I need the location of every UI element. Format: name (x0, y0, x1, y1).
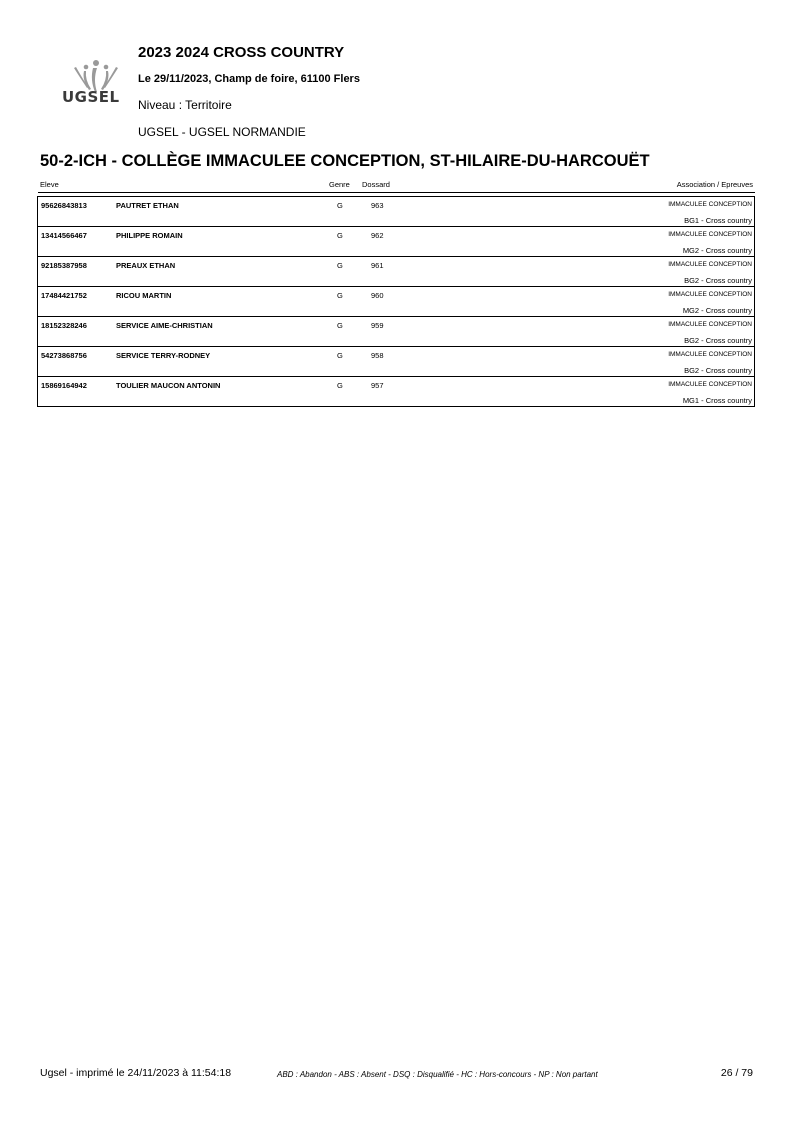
event-date-place: Le 29/11/2023, Champ de foire, 61100 Flers (138, 73, 360, 85)
athlete-dossard: 962 (371, 231, 384, 240)
header-divider (38, 192, 755, 193)
table-row (37, 286, 755, 316)
school-title: 50-2-ICH - COLLÈGE IMMACULEE CONCEPTION, ST-HILAIRE-DU-HARCOUËT (40, 152, 650, 170)
athlete-epreuve: BG1 - Cross country (684, 216, 752, 225)
athlete-name: RICOU MARTIN (116, 291, 172, 300)
athlete-name: PHILIPPE ROMAIN (116, 231, 183, 240)
athlete-association: IMMACULEE CONCEPTION (668, 321, 752, 328)
athlete-dossard: 961 (371, 261, 384, 270)
table-row (37, 346, 755, 376)
athlete-name: TOULIER MAUCON ANTONIN (116, 381, 221, 390)
athlete-epreuve: MG2 - Cross country (682, 306, 752, 315)
athlete-association: IMMACULEE CONCEPTION (668, 381, 752, 388)
footer-page-number: 26 / 79 (720, 1067, 753, 1079)
athlete-name: SERVICE AIME-CHRISTIAN (116, 321, 213, 330)
athlete-association: IMMACULEE CONCEPTION (668, 351, 752, 358)
athlete-genre: G (337, 351, 343, 360)
athlete-table (37, 196, 755, 407)
athlete-genre: G (337, 321, 343, 330)
table-row (37, 316, 755, 346)
table-row (37, 196, 755, 226)
athlete-id: 92185387958 (41, 261, 87, 270)
athlete-epreuve: MG1 - Cross country (682, 396, 752, 405)
athlete-name: PREAUX ETHAN (116, 261, 176, 270)
athlete-id: 13414566467 (41, 231, 87, 240)
col-header-dossard: Dossard (362, 180, 390, 189)
table-row (37, 376, 755, 407)
athlete-association: IMMACULEE CONCEPTION (668, 231, 752, 238)
athlete-epreuve: BG2 - Cross country (684, 366, 752, 375)
logo-text: UGSEL (62, 88, 120, 106)
athlete-id: 54273868756 (41, 351, 87, 360)
athlete-id: 15869164942 (41, 381, 87, 390)
athlete-genre: G (337, 201, 343, 210)
athlete-id: 18152328246 (41, 321, 87, 330)
table-row (37, 256, 755, 286)
event-title: 2023 2024 CROSS COUNTRY (138, 44, 345, 61)
athlete-epreuve: BG2 - Cross country (684, 276, 752, 285)
athlete-id: 95626843813 (41, 201, 87, 210)
athlete-name: SERVICE TERRY-RODNEY (116, 351, 211, 360)
footer-legend: ABD : Abandon - ABS : Absent - DSQ : Disqualifié - HC : Hors-concours - NP : Non partant (277, 1070, 598, 1079)
athlete-association: IMMACULEE CONCEPTION (668, 261, 752, 268)
table-row (37, 226, 755, 256)
athlete-genre: G (337, 261, 343, 270)
athlete-genre: G (337, 291, 343, 300)
athlete-dossard: 963 (371, 201, 384, 210)
athlete-epreuve: BG2 - Cross country (684, 336, 752, 345)
athlete-association: IMMACULEE CONCEPTION (668, 201, 752, 208)
col-header-association: Association / Epreuves (676, 180, 753, 189)
event-level: Niveau : Territoire (138, 98, 232, 112)
col-header-genre: Genre (329, 180, 350, 189)
athlete-dossard: 958 (371, 351, 384, 360)
athlete-association: IMMACULEE CONCEPTION (668, 291, 752, 298)
athlete-dossard: 960 (371, 291, 384, 300)
col-header-eleve: Eleve (40, 180, 59, 189)
athlete-dossard: 959 (371, 321, 384, 330)
athlete-genre: G (337, 381, 343, 390)
footer-printed: Ugsel - imprimé le 24/11/2023 à 11:54:18 (40, 1067, 232, 1079)
athlete-epreuve: MG2 - Cross country (682, 246, 752, 255)
athlete-id: 17484421752 (41, 291, 87, 300)
athlete-dossard: 957 (371, 381, 384, 390)
event-organization: UGSEL - UGSEL NORMANDIE (138, 125, 306, 139)
athlete-name: PAUTRET ETHAN (116, 201, 179, 210)
athlete-genre: G (337, 231, 343, 240)
